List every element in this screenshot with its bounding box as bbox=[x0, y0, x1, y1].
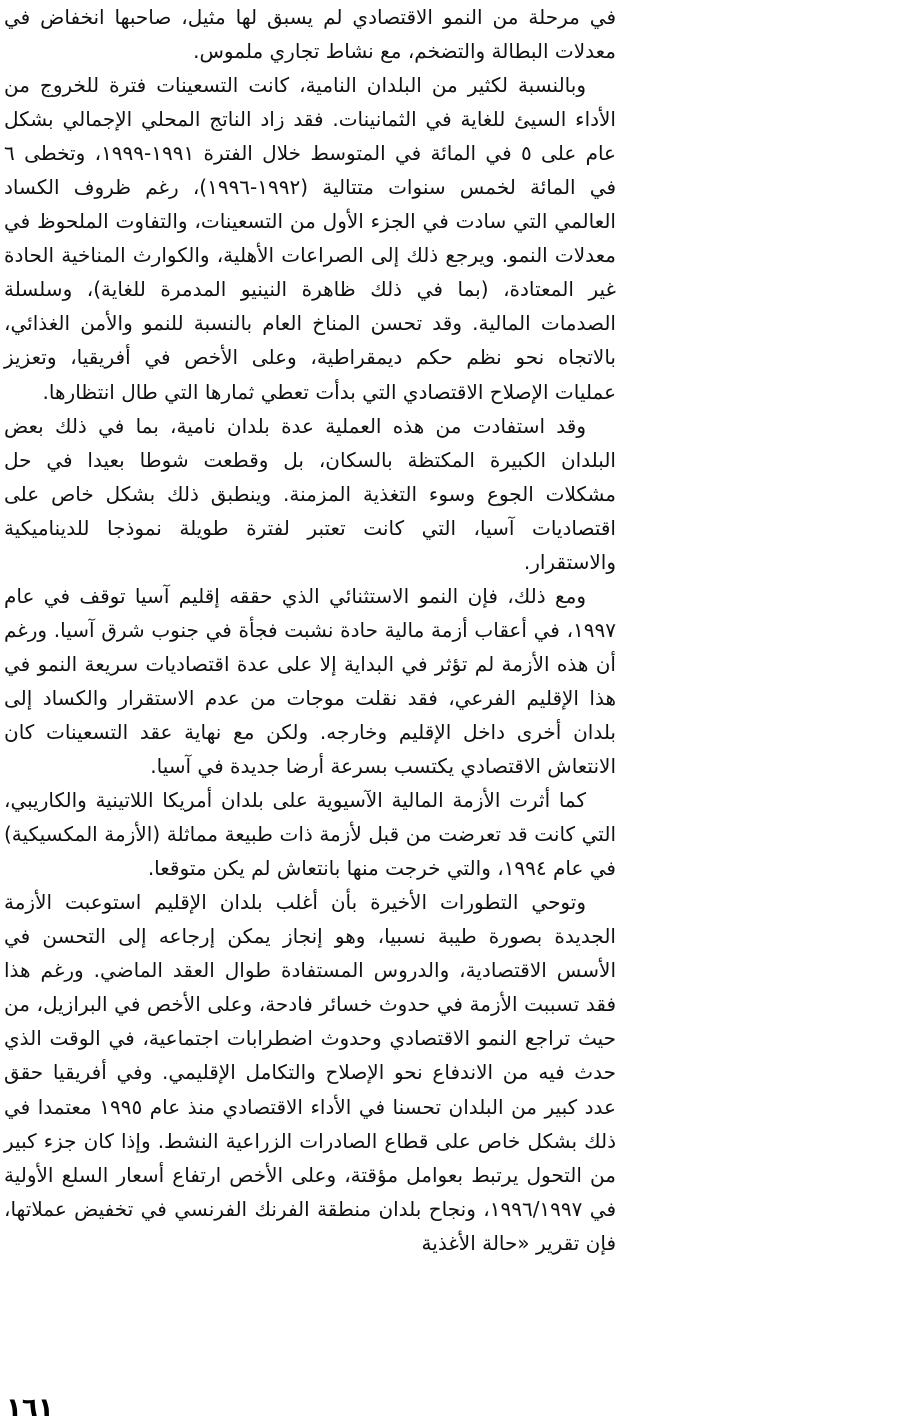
page-number: ١٦١ bbox=[6, 1393, 54, 1423]
paragraph-6: وتوحي التطورات الأخيرة بأن أغلب بلدان الإقليم استوعبت الأزمة الجديدة بصورة طيبة نسبيا، وهو إنجاز يمكن إرجاعه إلى التحسن في الأسس الاقتصادية، والدروس المستفادة طوال العقد الماضي. ورغم هذا فقد تسببت الأزمة في حدوث خسائر فادحة، وعلى الأخص في البرازيل، من حيث تراجع النمو الاقتصادي وحدوث اضطرابات اجتماعية، في الوقت الذي حدث فيه من الاندفاع نحو الإصلاح والتكامل الإقليمي. وفي أفريقيا حقق عدد كبير من البلدان تحسنا في الأداء الاقتصادي منذ عام ١٩٩٥ معتمدا في ذلك بشكل خاص على قطاع الصادرات الزراعية النشط. وإذا كان جزء كبير من التحول يرتبط بعوامل مؤقتة، وعلى الأخص ارتفاع أسعار السلع الأولية في ١٩٩٦/١٩٩٧، ونجاح بلدان منطقة الفرنك الفرنسي في تخفيض عملاتها، فإن تقرير «حالة الأغذية bbox=[4, 890, 617, 1255]
paragraph-3: وقد استفادت من هذه العملية عدة بلدان نامية، بما في ذلك بعض البلدان الكبيرة المكتظة بالسكان، بل وقطعت شوطا بعيدا في حل مشكلات الجوع وسوء التغذية المزمنة. وينطبق ذلك بشكل خاص على اقتصاديات آسيا، التي كانت تعتبر لفترة طويلة نموذجا للديناميكية والاستقرار. bbox=[4, 413, 616, 574]
paragraph-4: ومع ذلك، فإن النمو الاستثنائي الذي حققه إقليم آسيا توقف في عام ١٩٩٧، في أعقاب أزمة مالية حادة نشبت فجأة في جنوب شرق آسيا. ورغم أن هذه الأزمة لم تؤثر في البداية إلا على عدة اقتصاديات سريعة النمو في هذا الإقليم الفرعي، فقد نقلت موجات من عدم الاستقرار والكساد إلى بلدان أخرى داخل الإقليم وخارجه. ولكن مع نهاية عقد التسعينات كان الانتعاش الاقتصادي يكتسب بسرعة أرضا جديدة في آسيا. bbox=[4, 583, 616, 779]
paragraph-2: وبالنسبة لكثير من البلدان النامية، كانت التسعينات فترة للخروج من الأداء السيئ للغاية في الثمانينات. فقد زاد الناتج المحلي الإجمالي بشكل عام على ٥ في المائة في المتوسط خلال الفترة ١٩٩١-١٩٩٩، وتخطى ٦ في المائة لخمس سنوات متتالية (١٩٩٢-١٩٩٦)، رغم ظروف الكساد العالمي التي سادت في الجزء الأول من التسعينات، والتفاوت الملحوظ في معدلات النمو. ويرجع ذلك إلى الصراعات الأهلية، والكوارث المناخية الحادة غير المعتادة، (بما في ذلك ظاهرة النينيو المدمرة للغاية)، وسلسلة الصدمات المالية. وقد تحسن المناخ العام بالنسبة للنمو والأمن الغذائي، بالاتجاه نحو نظم حكم ديمقراطية، وعلى الأخص في أفريقيا، وتعزيز عمليات الإصلاح الاقتصادي التي بدأت تعطي ثمارها التي طال انتظارها. bbox=[4, 73, 617, 404]
paragraph-1: في مرحلة من النمو الاقتصادي لم يسبق لها مثيل، صاحبها انخفاض في معدلات البطالة والتضخم، مع نشاط تجاري ملموس. bbox=[4, 5, 616, 64]
body-text bbox=[4, 0, 616, 1260]
paragraph-5: كما أثرت الأزمة المالية الآسيوية على بلدان أمريكا اللاتينية والكاريبي، التي كانت قد تعرضت من قبل لأزمة ذات طبيعة مماثلة (الأزمة المكسيكية) في عام ١٩٩٤، والتي خرجت منها بانتعاش لم يكن متوقعا. bbox=[4, 788, 616, 881]
